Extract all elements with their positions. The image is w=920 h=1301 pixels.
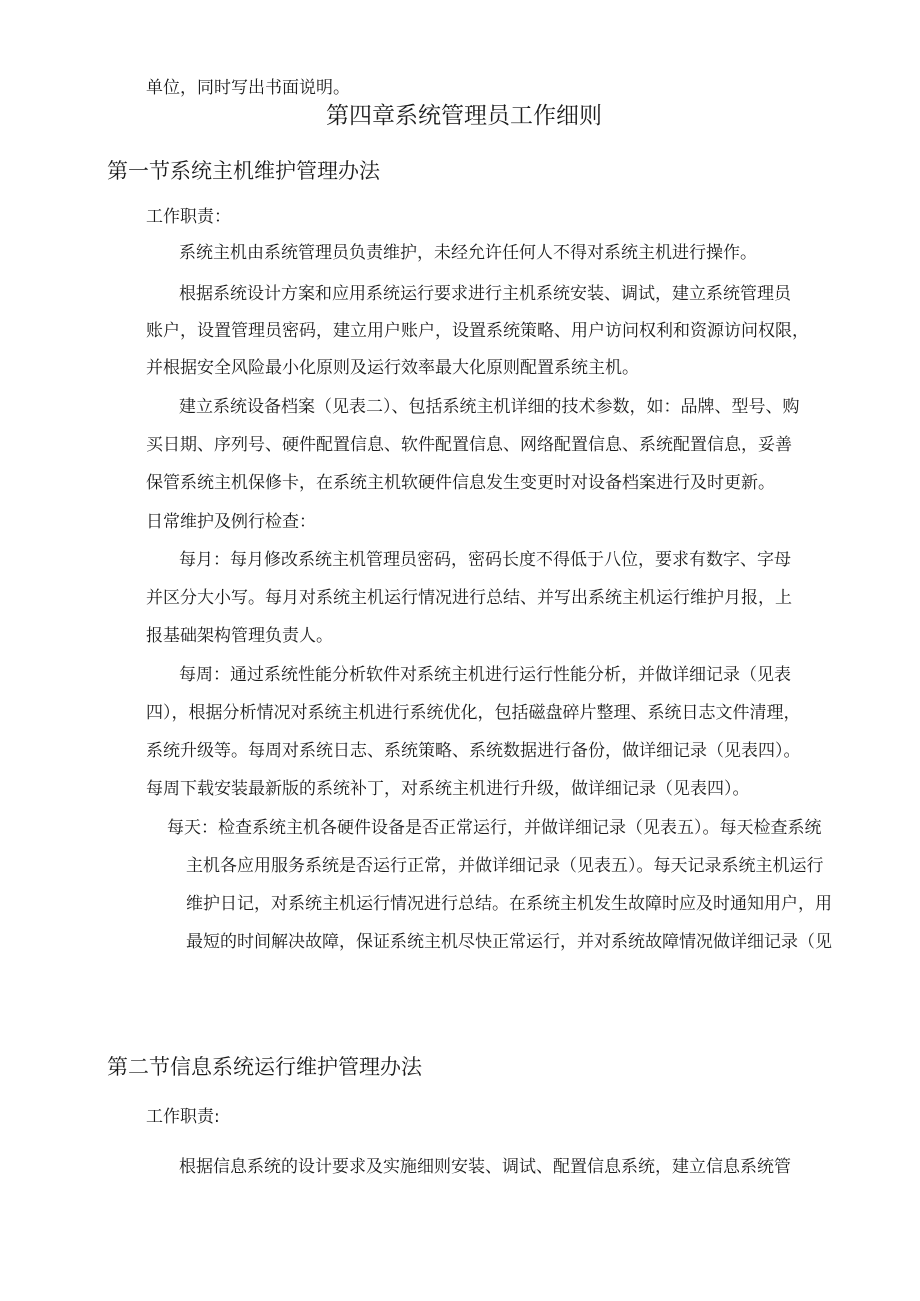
paragraph-line: 每周下载安装最新版的系统补丁，对系统主机进行升级，做详细记录（见表四）。 — [146, 779, 750, 799]
paragraph-line: 每月：每月修改系统主机管理员密码，密码长度不得低于八位，要求有数字、字母 — [179, 550, 791, 570]
paragraph-line: 买日期、序列号、硬件配置信息、软件配置信息、网络配置信息、系统配置信息，妥善 — [146, 435, 792, 455]
paragraph-line: 报基础架构管理负责人。 — [146, 626, 333, 646]
section-title: 第一节系统主机维护管理办法 — [107, 159, 380, 183]
paragraph-line: 主机各应用服务系统是否运行正常，并做详细记录（见表五）。每天记录系统主机运行 — [186, 856, 824, 876]
paragraph-line: 并根据安全风险最小化原则及运行效率最大化原则配置系统主机。 — [146, 358, 639, 378]
section-title: 第二节信息系统运行维护管理办法 — [107, 1055, 422, 1079]
paragraph-line: 每周：通过系统性能分析软件对系统主机进行运行性能分析，并做详细记录（见表 — [179, 665, 791, 685]
duties-label: 工作职责： — [146, 207, 231, 227]
paragraph-line: 账户，设置管理员密码，建立用户账户，设置系统策略、用户访问权利和资源访问权限， — [146, 321, 809, 341]
paragraph-line: 建立系统设备档案（见表二）、包括系统主机详细的技术参数，如：品牌、型号、购 — [179, 397, 800, 417]
paragraph-line: 根据系统设计方案和应用系统运行要求进行主机系统安装、调试，建立系统管理员 — [179, 284, 791, 304]
paragraph-line: 最短的时间解决故障，保证系统主机尽快正常运行，并对系统故障情况做详细记录（见 — [186, 932, 832, 952]
paragraph-line: 维护日记，对系统主机运行情况进行总结。在系统主机发生故障时应及时通知用户，用 — [186, 894, 832, 914]
paragraph-line: 系统主机由系统管理员负责维护，未经允许任何人不得对系统主机进行操作。 — [179, 243, 757, 263]
paragraph-line: 并区分大小写。每月对系统主机运行情况进行总结、并写出系统主机运行维护月报，上 — [146, 588, 792, 608]
paragraph-line: 四），根据分析情况对系统主机进行系统优化，包括磁盘碎片整理、系统日志文件清理， — [146, 703, 801, 723]
routine-label: 日常维护及例行检查： — [146, 512, 316, 532]
paragraph-line: 保管系统主机保修卡，在系统主机软硬件信息发生变更时对设备档案进行及时更新。 — [146, 473, 775, 493]
continuation-text: 单位，同时写出书面说明。 — [146, 78, 350, 98]
paragraph-line: 每天：检查系统主机各硬件设备是否正常运行，并做详细记录（见表五）。每天检查系统 — [167, 818, 822, 838]
paragraph-line: 系统升级等。每周对系统日志、系统策略、系统数据进行备份，做详细记录（见表四）。 — [146, 741, 801, 761]
paragraph-line: 根据信息系统的设计要求及实施细则安装、调试、配置信息系统，建立信息系统管 — [179, 1157, 791, 1177]
chapter-title: 第四章系统管理员工作细则 — [326, 103, 602, 129]
duties-label: 工作职责: — [146, 1107, 220, 1127]
